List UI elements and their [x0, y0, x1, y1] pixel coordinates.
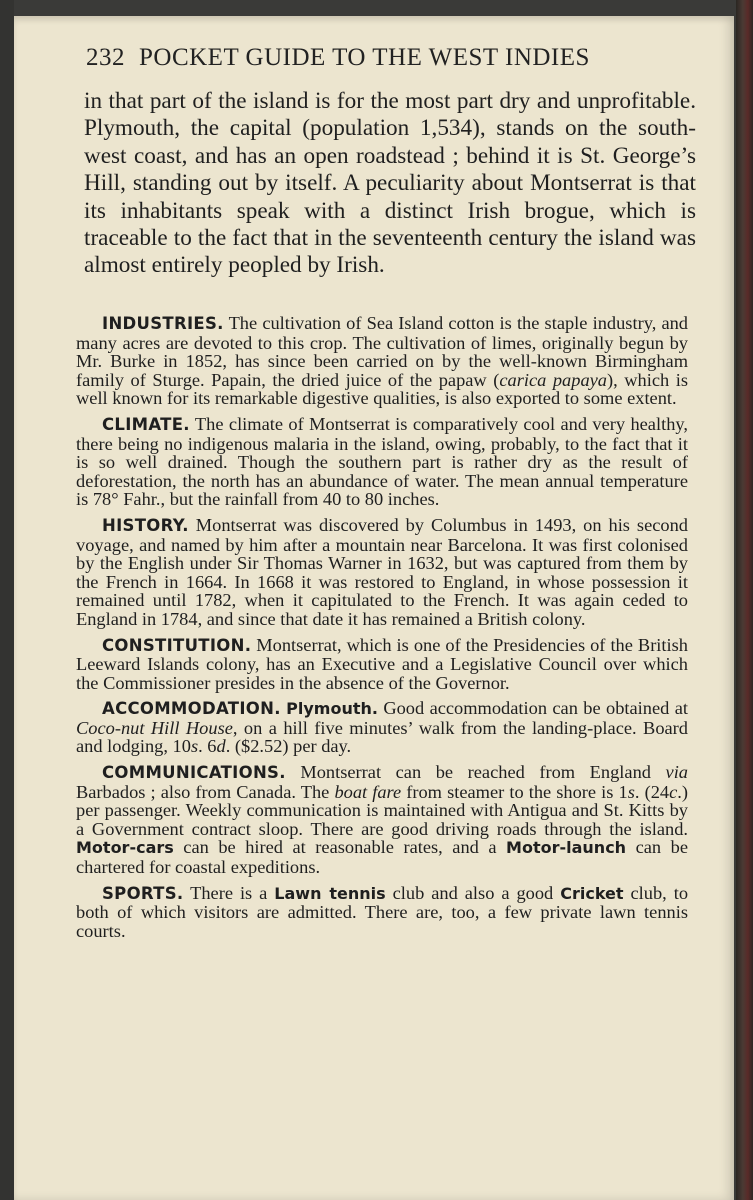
communications-boat-fare: boat fare	[334, 781, 402, 802]
running-title: POCKET GUIDE TO THE WEST INDIES	[139, 44, 590, 71]
accommodation-place: Plymouth.	[286, 699, 378, 719]
running-header	[86, 44, 686, 72]
communications-motor-cars: Motor-cars	[76, 838, 174, 858]
communications-shilling: s	[627, 781, 635, 802]
industries-text-end: ), which is well known for its remarkable digestive qualities, is also exported to some extent.	[76, 369, 688, 409]
book-spine	[736, 0, 753, 1200]
section-heading-communications: COMMUNICATIONS.	[102, 763, 286, 783]
communications-text-4: . (24	[634, 781, 670, 802]
accommodation-pence: d	[216, 736, 226, 757]
communications-motor-launch: Motor-launch	[506, 838, 627, 858]
sports-text-3: club, to both of which visitors are admitted. There are, too, a few private lawn tennis courts.	[76, 882, 689, 941]
climate-text: The climate of Montserrat is comparatively cool and very healthy, there being no indigenous malaria in the island, owing, probably, to the fact that it is so well drained. Though the southern part is rather dry as the result of deforestation, the north has an abundance of water. The mean annual temperature is 78° Fahr., but the rainfall from 40 to 80 inches.	[76, 413, 688, 510]
communications-text-3: from steamer to the shore is 1	[401, 781, 628, 802]
section-sports	[76, 884, 688, 941]
left-background-edge	[0, 0, 14, 1200]
sports-text-2: club and also a good	[385, 882, 561, 903]
sections	[76, 314, 688, 947]
section-climate	[76, 415, 688, 509]
section-accommodation	[76, 699, 688, 756]
section-heading-accommodation: ACCOMMODATION.	[102, 699, 281, 719]
section-heading-history: HISTORY.	[102, 515, 189, 535]
accommodation-text-2: , on a hill five minutes’ walk from the landing-place. Board and lodging, 10	[76, 717, 688, 757]
accommodation-text-4: . ($2.52) per day.	[225, 736, 352, 757]
section-communications	[76, 763, 688, 877]
section-industries	[76, 314, 688, 408]
section-heading-sports: SPORTS.	[102, 883, 184, 903]
sports-cricket: Cricket	[560, 883, 624, 903]
section-constitution	[76, 636, 688, 693]
communications-via: via	[665, 762, 688, 783]
communications-cents: c	[669, 781, 678, 802]
sports-text: There is a	[183, 882, 275, 903]
section-heading-climate: CLIMATE.	[102, 414, 190, 434]
industries-text: The cultivation of Sea Island cotton is the staple industry, and many acres are devoted to this crop. The cultivation of limes, originally begun by Mr. Burke in 1852, has since been carried on by the well-known Birmingham family of Sturge. Papain, the dried juice of the papaw (	[76, 313, 688, 390]
industries-italic-term: carica papaya	[499, 369, 608, 390]
communications-text-7: can be chartered for coastal expeditions.	[76, 837, 688, 878]
section-heading-industries: INDUSTRIES.	[102, 314, 224, 333]
accommodation-text: Good accommodation can be obtained at	[377, 698, 688, 719]
page-number: 232	[86, 44, 125, 71]
communications-text-6: can be hired at reasonable rates, and a	[173, 837, 507, 858]
section-heading-constitution: CONSTITUTION.	[102, 635, 252, 655]
communications-text: Montserrat can be reached from England	[285, 762, 666, 783]
sports-lawn-tennis: Lawn tennis	[274, 883, 386, 903]
constitution-text: Montserrat, which is one of the Presidencies of the British Leeward Islands colony, has an Executive and a Legislative Council over which the Commissioner presides in the absence of the Governor.	[76, 634, 688, 693]
accommodation-shilling: s	[190, 736, 199, 757]
communications-text-2: Barbados ; also from Canada. The	[76, 781, 335, 802]
communications-text-5: .) per passenger. Weekly communication is maintained with Antigua and St. Kitts by a Government contract sloop. There are good driving roads through the island.	[76, 781, 688, 839]
section-history	[76, 516, 688, 629]
accommodation-hotel-name: Coco-nut Hill House	[76, 717, 233, 738]
lead-paragraph-text: in that part of the island is for the most part dry and unprofitable. Plymouth, the capital (population 1,534), stands on the south-west coast, and has an open roadstead ; behind it is St. George’s Hill, standing out by itself. A peculiarity about Montserrat is that its inhabitants speak with a distinct Irish brogue, which is traceable to the fact that in the seventeenth century the island was almost entirely peopled by Irish.	[84, 88, 696, 279]
accommodation-text-3: . 6	[198, 736, 217, 757]
history-text: Montserrat was discovered by Columbus in 1493, on his second voyage, and named by him after a mountain near Barcelona. It was first colonised by the English under Sir Thomas Warner in 1632, but was captured from them by the French in 1664. In 1668 it was restored to England, in whose possession it remained until 1782, when it capitulated to the French. It was again ceded to England in 1784, and since that date it has remained a British colony.	[76, 514, 688, 629]
lead-paragraph	[84, 88, 696, 280]
